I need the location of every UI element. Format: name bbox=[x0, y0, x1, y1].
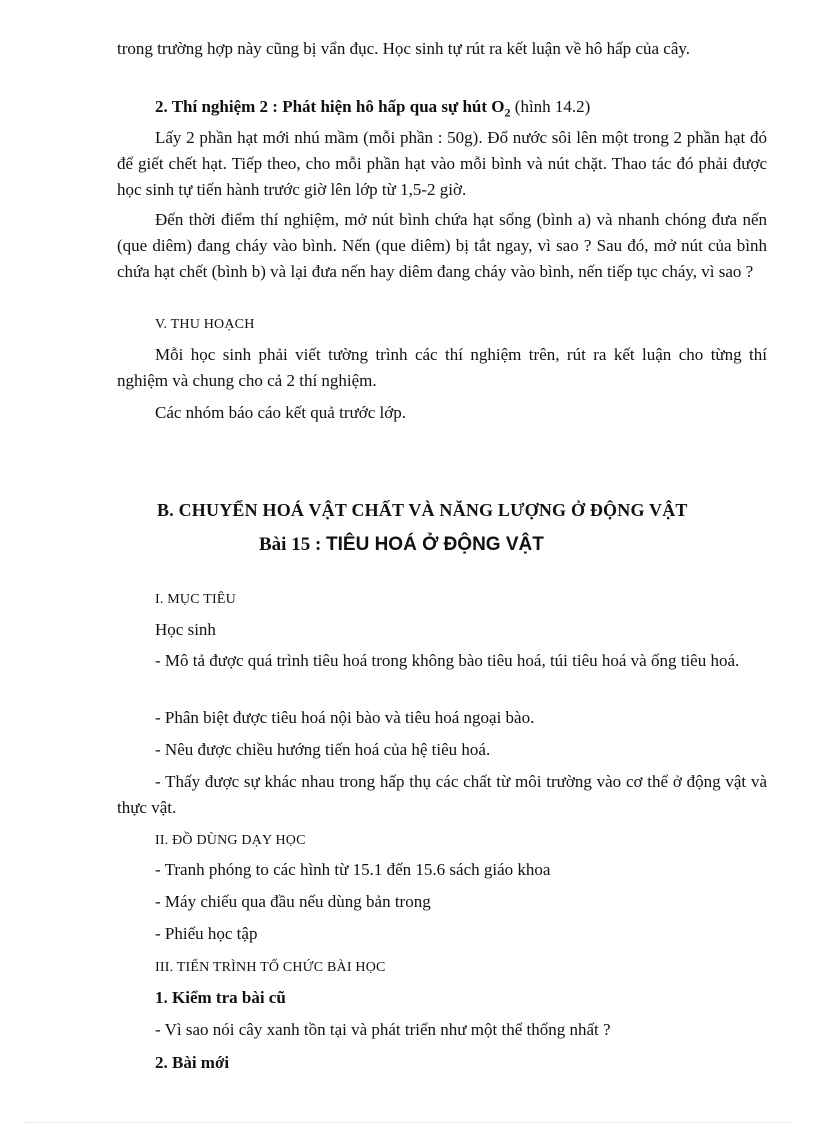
thu-hoach-paragraph-1: Mỗi học sinh phải viết tường trình các thí nghiệm trên, rút ra kết luận cho từng thí nghiệm và chung cho cả 2 thí nghiệm. bbox=[117, 345, 767, 390]
objective-2: - Phân biệt được tiêu hoá nội bào và tiêu hoá ngoại bào. bbox=[155, 708, 535, 727]
heading-do-dung: II. ĐỒ DÙNG DẠY HỌC bbox=[155, 833, 306, 848]
experiment-2-title-figure: (hình 14.2) bbox=[510, 97, 591, 116]
objective-1: - Mô tả được quá trình tiêu hoá trong không bào tiêu hoá, túi tiêu hoá và ống tiêu hoá. bbox=[155, 651, 740, 670]
step-1-heading: 1. Kiểm tra bài cũ bbox=[155, 988, 286, 1007]
tool-item-3: - Phiếu học tập bbox=[155, 924, 258, 943]
question-1: - Vì sao nói cây xanh tồn tại và phát triển như một thể thống nhất ? bbox=[155, 1020, 611, 1039]
heading-tien-trinh: III. TIẾN TRÌNH TỔ CHỨC BÀI HỌC bbox=[155, 960, 386, 975]
experiment-2-paragraph-2: Đến thời điểm thí nghiệm, mở nút bình chứa hạt sống (bình a) và nhanh chóng đưa nến (que diêm) đang cháy vào bình. Nến (que diêm) bị tắt ngay, vì sao ? Sau đó, mở nút của bình chứa hạt chết (bình b) và lại đưa nến hay diêm đang cháy vào bình, nến tiếp tục cháy, vì sao ? bbox=[117, 210, 767, 281]
paragraph-continued: trong trường hợp này cũng bị vẩn đục. Học sinh tự rút ra kết luận về hô hấp của cây. bbox=[117, 39, 691, 58]
thu-hoach-paragraph-2: Các nhóm báo cáo kết quả trước lớp. bbox=[155, 403, 406, 422]
experiment-2-title bbox=[117, 94, 767, 125]
experiment-2-title-main: 2. Thí nghiệm 2 : Phát hiện hô hấp qua sự hút O bbox=[155, 97, 505, 116]
objective-3: - Nêu được chiều hướng tiến hoá của hệ tiêu hoá. bbox=[155, 740, 491, 759]
step-2-heading: 2. Bài mới bbox=[155, 1053, 230, 1072]
objective-4: - Thấy được sự khác nhau trong hấp thụ các chất từ môi trường vào cơ thể ở động vật và thực vật. bbox=[117, 772, 767, 817]
lesson-title bbox=[259, 532, 759, 558]
experiment-2-paragraph-1: Lấy 2 phần hạt mới nhú mầm (mỗi phần : 50g). Đổ nước sôi lên một trong 2 phần hạt đó để giết chết hạt. Tiếp theo, cho mỗi phần hạt vào mỗi bình và nút chặt. Thao tác đó phải được học sinh tự tiến hành trước giờ lên lớp từ 1,5-2 giờ. bbox=[117, 128, 767, 199]
section-b-title: B. CHUYỂN HOÁ VẬT CHẤT VÀ NĂNG LƯỢNG Ở ĐỘNG VẬT bbox=[157, 500, 688, 520]
tool-item-2: - Máy chiếu qua đầu nếu dùng bản trong bbox=[155, 892, 431, 911]
tool-item-1: - Tranh phóng to các hình từ 15.1 đến 15.6 sách giáo khoa bbox=[155, 860, 551, 879]
experiment-2-title-subscript: 2 bbox=[504, 105, 511, 120]
heading-thu-hoach: V. THU HOẠCH bbox=[155, 317, 255, 332]
heading-muc-tieu: I. MỤC TIÊU bbox=[155, 592, 236, 607]
paragraph-hoc-sinh: Học sinh bbox=[155, 620, 216, 639]
lesson-name: TIÊU HOÁ Ở ĐỘNG VẬT bbox=[326, 534, 544, 555]
lesson-number: Bài 15 : bbox=[259, 534, 327, 555]
